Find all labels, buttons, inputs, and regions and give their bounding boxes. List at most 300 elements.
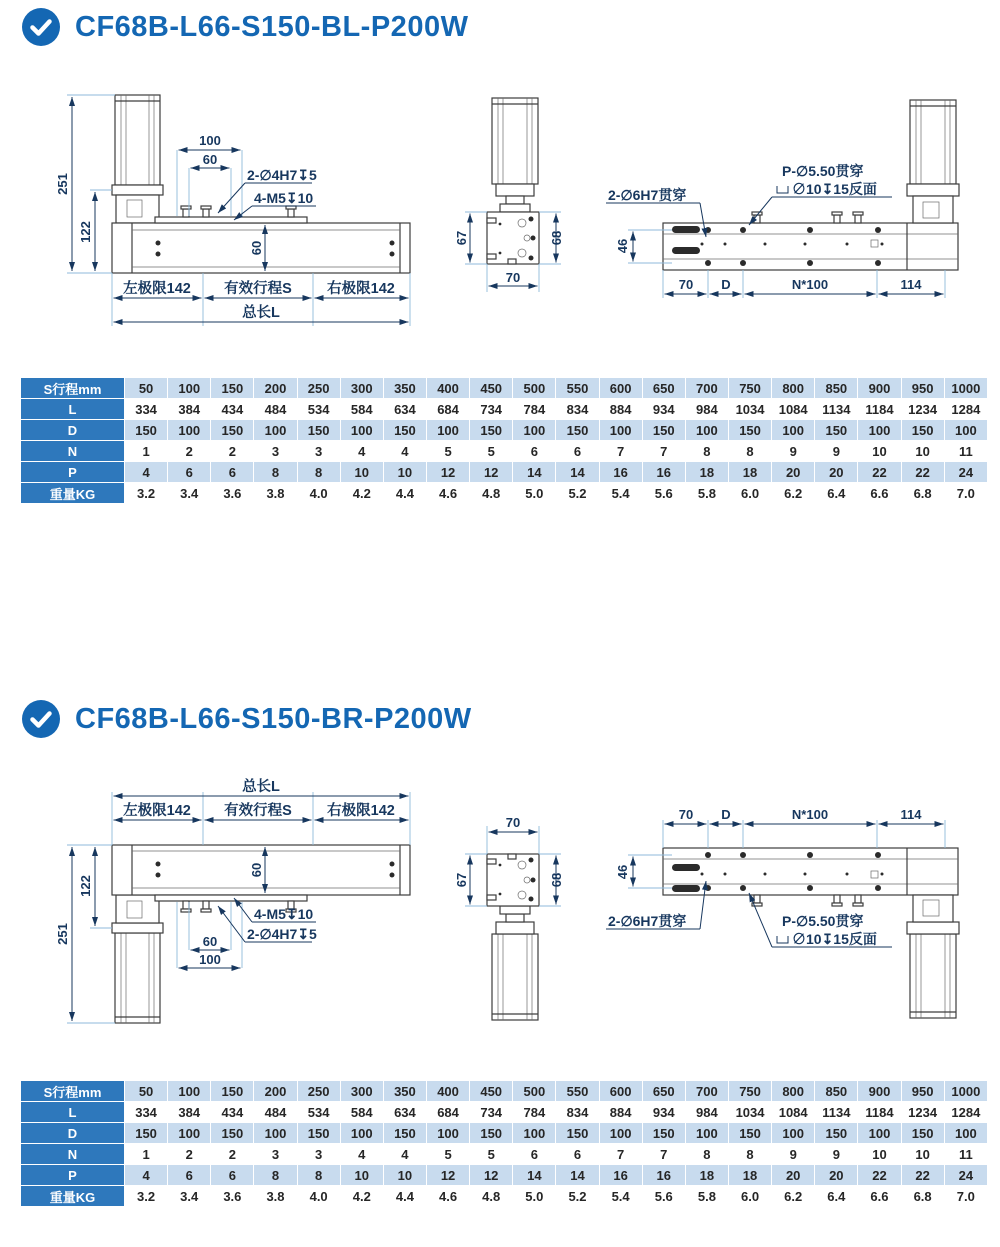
spec-cell: 850 (815, 378, 857, 398)
spec-cell: 450 (470, 378, 512, 398)
spec-cell: 4.0 (298, 483, 340, 503)
spec-cell: 50 (125, 1081, 167, 1101)
dim-68: 68 (549, 872, 564, 888)
spec-cell: 6 (211, 462, 253, 482)
row-header: D (21, 420, 124, 440)
spec-cell: 8 (254, 1165, 296, 1185)
spec-cell: 1 (125, 441, 167, 461)
spec-cell: 9 (772, 1144, 814, 1164)
spec-cell: 6.2 (772, 1186, 814, 1206)
spec-cell: 16 (643, 462, 685, 482)
spec-cell: 12 (427, 462, 469, 482)
spec-cell: 3.8 (254, 483, 296, 503)
spec-cell: 150 (211, 420, 253, 440)
spec-cell: 734 (470, 399, 512, 419)
spec-cell: 8 (729, 441, 771, 461)
spec-cell: 900 (858, 1081, 900, 1101)
spec-cell: 100 (772, 1123, 814, 1143)
spec-table-bl (20, 377, 988, 504)
spec-cell: 4.6 (427, 483, 469, 503)
row-header: 重量KG (21, 1186, 124, 1206)
spec-cell: 1134 (815, 399, 857, 419)
spec-cell: 12 (470, 1165, 512, 1185)
spec-cell: 100 (168, 420, 210, 440)
spec-cell: 6 (168, 462, 210, 482)
spec-cell: 3 (254, 1144, 296, 1164)
spec-cell: 4.2 (341, 1186, 383, 1206)
stroke-label: 有效行程S (224, 803, 292, 819)
table-row (21, 378, 987, 398)
spec-cell: 3.2 (125, 1186, 167, 1206)
table-row (21, 1144, 987, 1164)
spec-cell: 534 (298, 399, 340, 419)
spec-cell: 7 (600, 441, 642, 461)
spec-cell: 934 (643, 1102, 685, 1122)
spec-cell: 3.6 (211, 483, 253, 503)
table-row (21, 1186, 987, 1206)
spec-cell: 150 (125, 1123, 167, 1143)
spec-cell: 2 (168, 441, 210, 461)
section-bl-title: CF68B-L66-S150-BL-P200W (75, 10, 469, 43)
spec-cell: 834 (556, 1102, 598, 1122)
spec-cell: 4.6 (427, 1186, 469, 1206)
spec-cell: 6.8 (902, 483, 944, 503)
spec-cell: 5.2 (556, 1186, 598, 1206)
spec-cell: 2 (211, 441, 253, 461)
spec-cell: 2 (168, 1144, 210, 1164)
spec-cell: 6 (513, 1144, 555, 1164)
spec-cell: 5 (427, 441, 469, 461)
table-row (21, 483, 987, 503)
row-header: P (21, 1165, 124, 1185)
spec-cell: 4 (384, 1144, 426, 1164)
spec-cell: 4.0 (298, 1186, 340, 1206)
spec-cell: 22 (858, 462, 900, 482)
screw-hole-label: 4-M5↧10 (254, 190, 314, 206)
spec-cell: 150 (643, 1123, 685, 1143)
spec-cell: 484 (254, 1102, 296, 1122)
spec-cell: 800 (772, 1081, 814, 1101)
spec-cell: 500 (513, 1081, 555, 1101)
spec-cell: 4.4 (384, 1186, 426, 1206)
spec-cell: 5.6 (643, 1186, 685, 1206)
row-header: N (21, 441, 124, 461)
spec-cell: 150 (298, 420, 340, 440)
spec-cell: 1184 (858, 399, 900, 419)
spec-cell: 14 (556, 1165, 598, 1185)
spec-cell: 950 (902, 378, 944, 398)
spec-cell: 600 (600, 378, 642, 398)
spec-cell: 984 (686, 399, 728, 419)
spec-cell: 50 (125, 378, 167, 398)
table-row (21, 420, 987, 440)
spec-cell: 22 (902, 1165, 944, 1185)
spec-cell: 10 (858, 1144, 900, 1164)
dim-46: 46 (615, 238, 630, 254)
spec-cell: 100 (600, 420, 642, 440)
spec-cell: 7.0 (945, 1186, 987, 1206)
spec-cell: 4 (341, 441, 383, 461)
spec-cell: 8 (298, 462, 340, 482)
spec-cell: 7 (600, 1144, 642, 1164)
spec-cell: 11 (945, 1144, 987, 1164)
section-br-header (22, 700, 472, 738)
spec-cell: 950 (902, 1081, 944, 1101)
dim-67: 67 (454, 872, 469, 888)
spec-cell: 200 (254, 378, 296, 398)
spec-cell: 7.0 (945, 483, 987, 503)
spec-cell: 100 (686, 1123, 728, 1143)
spec-cell: 434 (211, 1102, 253, 1122)
spec-cell: 8 (729, 1144, 771, 1164)
pin-hole-label: 2-∅4H7↧5 (247, 167, 317, 183)
spec-cell: 8 (254, 462, 296, 482)
check-icon (22, 8, 60, 46)
spec-cell: 100 (168, 378, 210, 398)
spec-cell: 100 (686, 420, 728, 440)
spec-cell: 3 (254, 441, 296, 461)
spec-cell: 22 (858, 1165, 900, 1185)
spec-cell: 150 (643, 420, 685, 440)
spec-cell: 550 (556, 378, 598, 398)
dim-100: 100 (199, 133, 221, 148)
spec-cell: 634 (384, 399, 426, 419)
dim-114: 114 (900, 807, 922, 822)
table-row (21, 1102, 987, 1122)
dowel-hole-label: 2-∅6H7贯穿 (608, 187, 687, 203)
row-header: L (21, 399, 124, 419)
spec-cell: 9 (772, 441, 814, 461)
spec-cell: 1234 (902, 1102, 944, 1122)
spec-cell: 6 (513, 441, 555, 461)
spec-cell: 534 (298, 1102, 340, 1122)
spec-cell: 20 (815, 462, 857, 482)
spec-cell: 100 (168, 1123, 210, 1143)
spec-cell: 200 (254, 1081, 296, 1101)
dim-60-body: 60 (249, 240, 264, 256)
spec-cell: 5.4 (600, 483, 642, 503)
spec-cell: 8 (298, 1165, 340, 1185)
spec-cell: 300 (341, 1081, 383, 1101)
spec-cell: 3.8 (254, 1186, 296, 1206)
spec-cell: 350 (384, 1081, 426, 1101)
spec-cell: 20 (815, 1165, 857, 1185)
spec-cell: 16 (600, 1165, 642, 1185)
spec-cell: 334 (125, 399, 167, 419)
spec-cell: 3 (298, 1144, 340, 1164)
spec-cell: 5.6 (643, 483, 685, 503)
dim-d: D (721, 807, 731, 822)
dim-n100: N*100 (791, 807, 829, 822)
spec-cell: 14 (513, 462, 555, 482)
left-limit-label: 左极限142 (123, 281, 191, 297)
spec-cell: 634 (384, 1102, 426, 1122)
spec-cell: 5 (427, 1144, 469, 1164)
spec-cell: 16 (600, 462, 642, 482)
spec-cell: 6 (168, 1165, 210, 1185)
spec-cell: 150 (211, 1123, 253, 1143)
spec-cell: 800 (772, 378, 814, 398)
spec-cell: 384 (168, 399, 210, 419)
spec-cell: 934 (643, 399, 685, 419)
spec-cell: 5.8 (686, 1186, 728, 1206)
counterbore-symbol (777, 186, 788, 193)
spec-cell: 734 (470, 1102, 512, 1122)
dim-n100: N*100 (791, 277, 829, 292)
spec-cell: 10 (341, 462, 383, 482)
dim-251: 251 (55, 173, 70, 195)
spec-cell: 334 (125, 1102, 167, 1122)
spec-cell: 10 (384, 462, 426, 482)
spec-cell: 584 (341, 399, 383, 419)
spec-cell: 20 (772, 462, 814, 482)
spec-cell: 150 (211, 378, 253, 398)
spec-cell: 1284 (945, 1102, 987, 1122)
dim-122: 122 (78, 221, 93, 243)
spec-cell: 100 (341, 1123, 383, 1143)
dim-46: 46 (615, 864, 630, 880)
screw-hole-label: 4-M5↧10 (254, 906, 314, 922)
table-row (21, 1165, 987, 1185)
spec-cell: 150 (470, 1123, 512, 1143)
spec-cell: 1034 (729, 1102, 771, 1122)
spec-cell: 4 (125, 462, 167, 482)
spec-cell: 16 (643, 1165, 685, 1185)
spec-cell: 100 (858, 1123, 900, 1143)
spec-cell: 450 (470, 1081, 512, 1101)
spec-cell: 3.4 (168, 483, 210, 503)
technical-drawing-br (20, 770, 980, 1042)
spec-cell: 684 (427, 1102, 469, 1122)
spec-cell: 22 (902, 462, 944, 482)
counterbore-symbol (777, 936, 788, 943)
pin-hole-label: 2-∅4H7↧5 (247, 926, 317, 942)
spec-cell: 5.0 (513, 1186, 555, 1206)
spec-cell: 384 (168, 1102, 210, 1122)
spec-cell: 500 (513, 378, 555, 398)
spec-cell: 18 (686, 462, 728, 482)
spec-cell: 1000 (945, 1081, 987, 1101)
dim-122: 122 (78, 875, 93, 897)
total-length-label: 总长L (242, 779, 280, 795)
spec-cell: 100 (427, 420, 469, 440)
spec-cell: 4.8 (470, 1186, 512, 1206)
spec-cell: 150 (815, 420, 857, 440)
spec-cell: 700 (686, 1081, 728, 1101)
spec-cell: 250 (298, 1081, 340, 1101)
dim-251: 251 (55, 923, 70, 945)
spec-cell: 884 (600, 399, 642, 419)
table-row (21, 399, 987, 419)
spec-cell: 784 (513, 1102, 555, 1122)
dowel-hole-label: 2-∅6H7贯穿 (608, 913, 687, 929)
spec-cell: 150 (125, 420, 167, 440)
spec-cell: 5.0 (513, 483, 555, 503)
dim-d: D (721, 277, 731, 292)
spec-cell: 100 (168, 1081, 210, 1101)
spec-cell: 3.6 (211, 1186, 253, 1206)
spec-cell: 7 (643, 441, 685, 461)
spec-cell: 150 (729, 420, 771, 440)
spec-cell: 100 (513, 420, 555, 440)
spec-cell: 6.6 (858, 483, 900, 503)
spec-cell: 7 (643, 1144, 685, 1164)
spec-cell: 650 (643, 378, 685, 398)
spec-cell: 250 (298, 378, 340, 398)
spec-cell: 550 (556, 1081, 598, 1101)
spec-cell: 1084 (772, 399, 814, 419)
dim-100: 100 (199, 952, 221, 967)
spec-cell: 3.2 (125, 483, 167, 503)
spec-cell: 150 (470, 420, 512, 440)
total-length-label: 总长L (242, 305, 280, 321)
spec-cell: 150 (729, 1123, 771, 1143)
dim-60-body: 60 (249, 862, 264, 878)
spec-cell: 100 (254, 1123, 296, 1143)
row-header: N (21, 1144, 124, 1164)
right-limit-label: 右极限142 (327, 803, 395, 819)
spec-cell: 750 (729, 1081, 771, 1101)
spec-cell: 14 (556, 462, 598, 482)
spec-cell: 4.2 (341, 483, 383, 503)
spec-cell: 10 (384, 1165, 426, 1185)
spec-cell: 10 (902, 441, 944, 461)
row-header: L (21, 1102, 124, 1122)
p-hole-label: P-∅5.50贯穿 (782, 163, 864, 179)
row-header: D (21, 1123, 124, 1143)
spec-cell: 9 (815, 1144, 857, 1164)
spec-cell: 100 (772, 420, 814, 440)
table-row (21, 462, 987, 482)
spec-cell: 150 (298, 1123, 340, 1143)
spec-cell: 10 (902, 1144, 944, 1164)
spec-cell: 14 (513, 1165, 555, 1185)
spec-cell: 750 (729, 378, 771, 398)
spec-cell: 1 (125, 1144, 167, 1164)
spec-cell: 834 (556, 399, 598, 419)
spec-cell: 6 (556, 441, 598, 461)
dim-68: 68 (549, 230, 564, 246)
counterbore-label: ∅10↧15反面 (792, 181, 877, 197)
spec-cell: 11 (945, 441, 987, 461)
spec-cell: 1084 (772, 1102, 814, 1122)
technical-drawing-bl (20, 76, 980, 348)
spec-cell: 4 (341, 1144, 383, 1164)
spec-cell: 984 (686, 1102, 728, 1122)
spec-cell: 4 (384, 441, 426, 461)
spec-cell: 8 (686, 1144, 728, 1164)
spec-cell: 100 (513, 1123, 555, 1143)
section-br-title: CF68B-L66-S150-BR-P200W (75, 702, 472, 735)
dim-114: 114 (900, 277, 922, 292)
spec-cell: 2 (211, 1144, 253, 1164)
spec-cell: 600 (600, 1081, 642, 1101)
spec-cell: 484 (254, 399, 296, 419)
dim-70: 70 (505, 815, 521, 830)
spec-cell: 18 (729, 1165, 771, 1185)
spec-cell: 6.6 (858, 1186, 900, 1206)
counterbore-label: ∅10↧15反面 (792, 931, 877, 947)
spec-cell: 150 (902, 1123, 944, 1143)
spec-cell: 8 (686, 441, 728, 461)
spec-cell: 12 (427, 1165, 469, 1185)
spec-cell: 4.8 (470, 483, 512, 503)
spec-cell: 684 (427, 399, 469, 419)
spec-cell: 6.0 (729, 1186, 771, 1206)
spec-cell: 6.4 (815, 483, 857, 503)
spec-cell: 100 (600, 1123, 642, 1143)
spec-cell: 434 (211, 399, 253, 419)
spec-cell: 10 (858, 441, 900, 461)
spec-cell: 18 (729, 462, 771, 482)
check-icon (22, 700, 60, 738)
spec-cell: 100 (427, 1123, 469, 1143)
dim-67: 67 (454, 230, 469, 246)
spec-cell: 18 (686, 1165, 728, 1185)
spec-cell: 884 (600, 1102, 642, 1122)
spec-cell: 350 (384, 378, 426, 398)
spec-cell: 400 (427, 378, 469, 398)
spec-cell: 5 (470, 441, 512, 461)
spec-cell: 150 (384, 420, 426, 440)
spec-cell: 150 (815, 1123, 857, 1143)
spec-cell: 5.8 (686, 483, 728, 503)
spec-cell: 6.2 (772, 483, 814, 503)
dim-70-top: 70 (678, 807, 694, 822)
spec-cell: 12 (470, 462, 512, 482)
spec-cell: 3.4 (168, 1186, 210, 1206)
spec-cell: 24 (945, 462, 987, 482)
stroke-label: 有效行程S (224, 281, 292, 297)
spec-cell: 24 (945, 1165, 987, 1185)
spec-cell: 150 (556, 420, 598, 440)
row-header: S行程mm (21, 378, 124, 398)
p-hole-label: P-∅5.50贯穿 (782, 913, 864, 929)
spec-cell: 6 (556, 1144, 598, 1164)
spec-cell: 150 (211, 1081, 253, 1101)
spec-cell: 6.4 (815, 1186, 857, 1206)
dim-60-pitch: 60 (202, 152, 218, 167)
spec-cell: 784 (513, 399, 555, 419)
spec-cell: 650 (643, 1081, 685, 1101)
spec-cell: 3 (298, 441, 340, 461)
spec-cell: 150 (556, 1123, 598, 1143)
spec-cell: 4.4 (384, 483, 426, 503)
spec-cell: 100 (254, 420, 296, 440)
section-bl-header (22, 8, 468, 46)
spec-cell: 700 (686, 378, 728, 398)
dim-70-top: 70 (678, 277, 694, 292)
spec-cell: 900 (858, 378, 900, 398)
spec-cell: 6.0 (729, 483, 771, 503)
spec-cell: 584 (341, 1102, 383, 1122)
spec-cell: 100 (858, 420, 900, 440)
table-row (21, 1081, 987, 1101)
spec-cell: 5.2 (556, 483, 598, 503)
spec-cell: 5.4 (600, 1186, 642, 1206)
spec-cell: 1184 (858, 1102, 900, 1122)
table-row (21, 441, 987, 461)
spec-cell: 150 (902, 420, 944, 440)
row-header: P (21, 462, 124, 482)
dim-70: 70 (505, 270, 521, 285)
spec-cell: 4 (125, 1165, 167, 1185)
spec-cell: 6.8 (902, 1186, 944, 1206)
spec-cell: 1234 (902, 399, 944, 419)
spec-cell: 1000 (945, 378, 987, 398)
spec-cell: 100 (341, 420, 383, 440)
spec-cell: 20 (772, 1165, 814, 1185)
